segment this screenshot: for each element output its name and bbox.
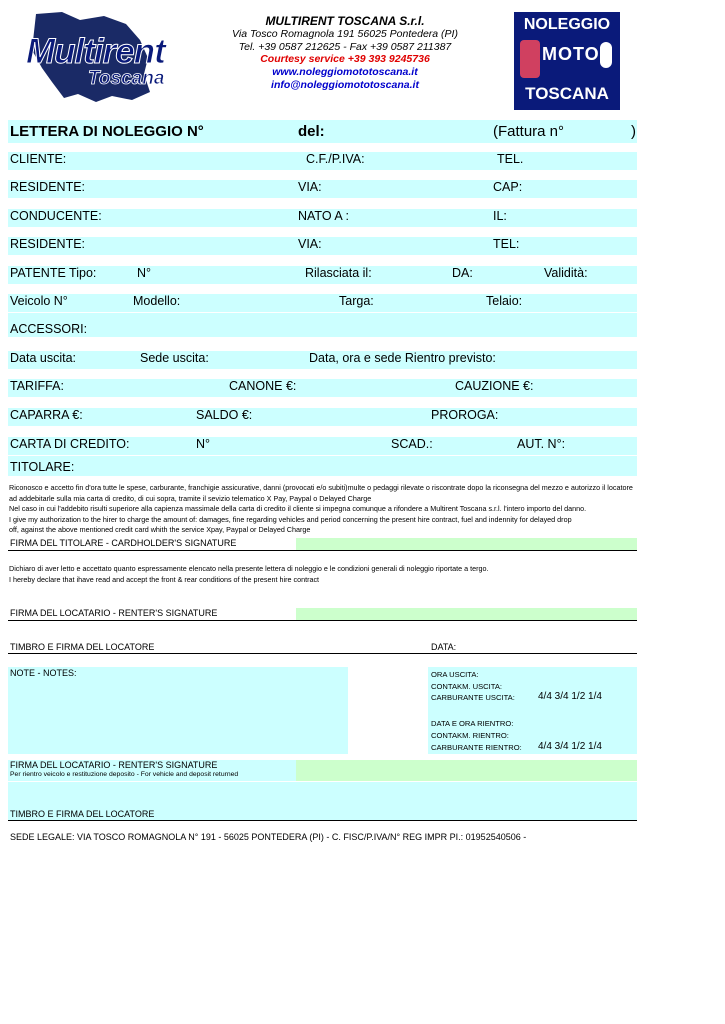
data-rientro-label: DATA E ORA RIENTRO: — [431, 719, 514, 728]
patente-label: PATENTE Tipo: — [10, 266, 97, 280]
fattura-close: ) — [631, 123, 636, 140]
residente2-label: RESIDENTE: — [10, 237, 86, 251]
data-label: DATA: — [431, 642, 457, 652]
row-caparra — [8, 408, 637, 426]
carta-n-label: N° — [196, 437, 211, 451]
cap-label: CAP: — [493, 180, 523, 194]
proroga-label: PROROGA: — [431, 408, 499, 422]
rientro-note: Per rientro veicolo e restituzione deposito - For vehicle and deposit returned — [10, 771, 239, 778]
row-tariffa — [8, 379, 637, 397]
data-uscita-label: Data uscita: — [10, 351, 77, 365]
cauzione-label: CAUZIONE €: — [455, 379, 534, 393]
logo-right-line2: MOTO — [542, 44, 600, 64]
titolare-label: TITOLARE: — [10, 460, 75, 474]
patente-n-label: N° — [137, 266, 152, 280]
fuel-rientro-scale: 4/4 3/4 1/2 1/4 — [538, 741, 602, 752]
cf-label: C.F./P.IVA: — [306, 152, 365, 166]
row-accessori — [8, 313, 637, 337]
row-titolare — [8, 456, 637, 476]
row-residente2 — [8, 237, 637, 255]
motorcycle-icon — [520, 40, 540, 78]
saldo-label: SALDO €: — [196, 408, 253, 422]
tariffa-label: TARIFFA: — [10, 379, 64, 393]
courtesy-service: Courtesy service +39 393 9245736 — [260, 53, 430, 66]
consent-line: Nel caso in cui l'addebito risulti superiore alla capienza massimale della carta di credito il cliente si impegna comunque a rifondere a Multirent Toscana s.r.l. l'intero importo del danno. — [9, 504, 587, 513]
locatario2-signature-field[interactable] — [296, 760, 637, 781]
validita-label: Validità: — [544, 266, 588, 280]
logo-right-line1: NOLEGGIO — [523, 16, 611, 33]
declare-line: I hereby declare that ihave read and accept the front & rear conditions of the present hire contract — [9, 574, 320, 584]
caparra-label: CAPARRA €: — [10, 408, 83, 422]
multirent-logo — [22, 10, 172, 105]
via2-label: VIA: — [298, 237, 322, 251]
consent-line: off, against the above mentioned credit card whith the service Xpay, Paypal or Delayed Charge — [9, 525, 311, 534]
rientro-label: Data, ora e sede Rientro previsto: — [309, 351, 496, 365]
firma-titolare-label: FIRMA DEL TITOLARE - CARDHOLDER'S SIGNATURE — [10, 538, 237, 548]
consent-line: I give my authorization to the hirer to charge the amount of: damages, fine regarding vehicles and period concerning the present hire contract, fuel and indennity for delayed drop — [9, 514, 572, 524]
fuel-uscita-scale: 4/4 3/4 1/2 1/4 — [538, 691, 602, 702]
veicolo-label: Veicolo N° — [10, 294, 68, 308]
notes-label: NOTE - NOTES: — [10, 668, 77, 678]
logo-right-line3: TOSCANA — [525, 84, 609, 103]
notes-box[interactable] — [8, 667, 348, 754]
cliente-label: CLIENTE: — [10, 152, 67, 166]
carb-rientro-label: CARBURANTE RIENTRO: — [431, 743, 522, 752]
il-label: IL: — [493, 209, 507, 223]
da-label: DA: — [452, 266, 473, 280]
contakm-uscita-label: CONTAKM. USCITA: — [431, 682, 503, 691]
drop-icon — [600, 42, 612, 68]
ora-uscita-label: ORA USCITA: — [431, 670, 479, 679]
nato-label: NATO A : — [298, 209, 349, 223]
declare-line: Dichiaro di aver letto e accettato quanto espressamente elencato nella presente lettera di noleggio e le condizioni generali di noleggio riportate a tergo. — [9, 564, 489, 573]
contakm-rientro-label: CONTAKM. RIENTRO: — [431, 731, 509, 740]
timbro-label: TIMBRO E FIRMA DEL LOCATORE — [10, 642, 155, 652]
website-link[interactable]: www.noleggiomototoscana.it — [272, 66, 418, 79]
row-residente1 — [8, 180, 637, 198]
telaio-label: Telaio: — [486, 294, 523, 308]
row-veicolo — [8, 294, 637, 312]
logo-left-title: Multirent — [26, 32, 165, 71]
timbro2-label: TIMBRO E FIRMA DEL LOCATORE — [10, 809, 155, 819]
footer-legal: SEDE LEGALE: VIA TOSCO ROMAGNOLA N° 191 - 56025 PONTEDERA (PI) - C. FISC/P.IVA/N° REG IMPR PI.: 01952540506 - — [10, 832, 527, 842]
company-header — [195, 15, 495, 92]
consent-text — [9, 483, 649, 536]
return-info-box — [428, 667, 637, 754]
sede-uscita-label: Sede uscita: — [140, 351, 209, 365]
firma-locatario2-label: FIRMA DEL LOCATARIO - RENTER'S SIGNATURE — [10, 760, 218, 770]
logo-left-subtitle: Toscana — [88, 68, 165, 89]
rilasciata-label: Rilasciata il: — [305, 266, 372, 280]
noleggio-moto-logo — [514, 12, 620, 110]
modello-label: Modello: — [133, 294, 181, 308]
declare-text — [9, 564, 649, 585]
lettera-label: LETTERA DI NOLEGGIO N° — [10, 123, 204, 140]
company-address: Via Tosco Romagnola 191 56025 Pontedera (PI) — [232, 27, 458, 40]
residente1-label: RESIDENTE: — [10, 180, 86, 194]
tel-label: TEL. — [497, 152, 524, 166]
fattura-label: (Fattura n° — [493, 123, 565, 140]
accessori-label: ACCESSORI: — [10, 322, 88, 336]
tel2-label: TEL: — [493, 237, 520, 251]
carb-uscita-label: CARBURANTE USCITA: — [431, 693, 515, 702]
conducente-label: CONDUCENTE: — [10, 209, 102, 223]
canone-label: CANONE €: — [229, 379, 297, 393]
email-link[interactable]: info@noleggiomototoscana.it — [271, 78, 419, 91]
company-phone: Tel. +39 0587 212625 - Fax +39 0587 211387 — [238, 40, 452, 53]
company-name: MULTIRENT TOSCANA S.r.l. — [265, 14, 425, 28]
scad-label: SCAD.: — [391, 437, 433, 451]
via1-label: VIA: — [298, 180, 322, 194]
firma-locatario-label: FIRMA DEL LOCATARIO - RENTER'S SIGNATURE — [10, 608, 218, 618]
targa-label: Targa: — [339, 294, 374, 308]
consent-line: ad addebitarle sulla mia carta di credito, di cui sopra, tramite il sevizio telematico X Pay, Paypal o Delayed Charge — [9, 493, 372, 503]
del-label: del: — [298, 123, 325, 140]
aut-label: AUT. N°: — [517, 437, 566, 451]
consent-line: Riconosco e accetto fin d'ora tutte le spese, carburante, franchigie assicurative, danni (provocati e/o subiti)multe o pedaggi rilevate o riscontrate dopo la riconsegna del mezzo e autorizzo il locatore — [9, 483, 633, 492]
carta-label: CARTA DI CREDITO: — [10, 437, 130, 451]
